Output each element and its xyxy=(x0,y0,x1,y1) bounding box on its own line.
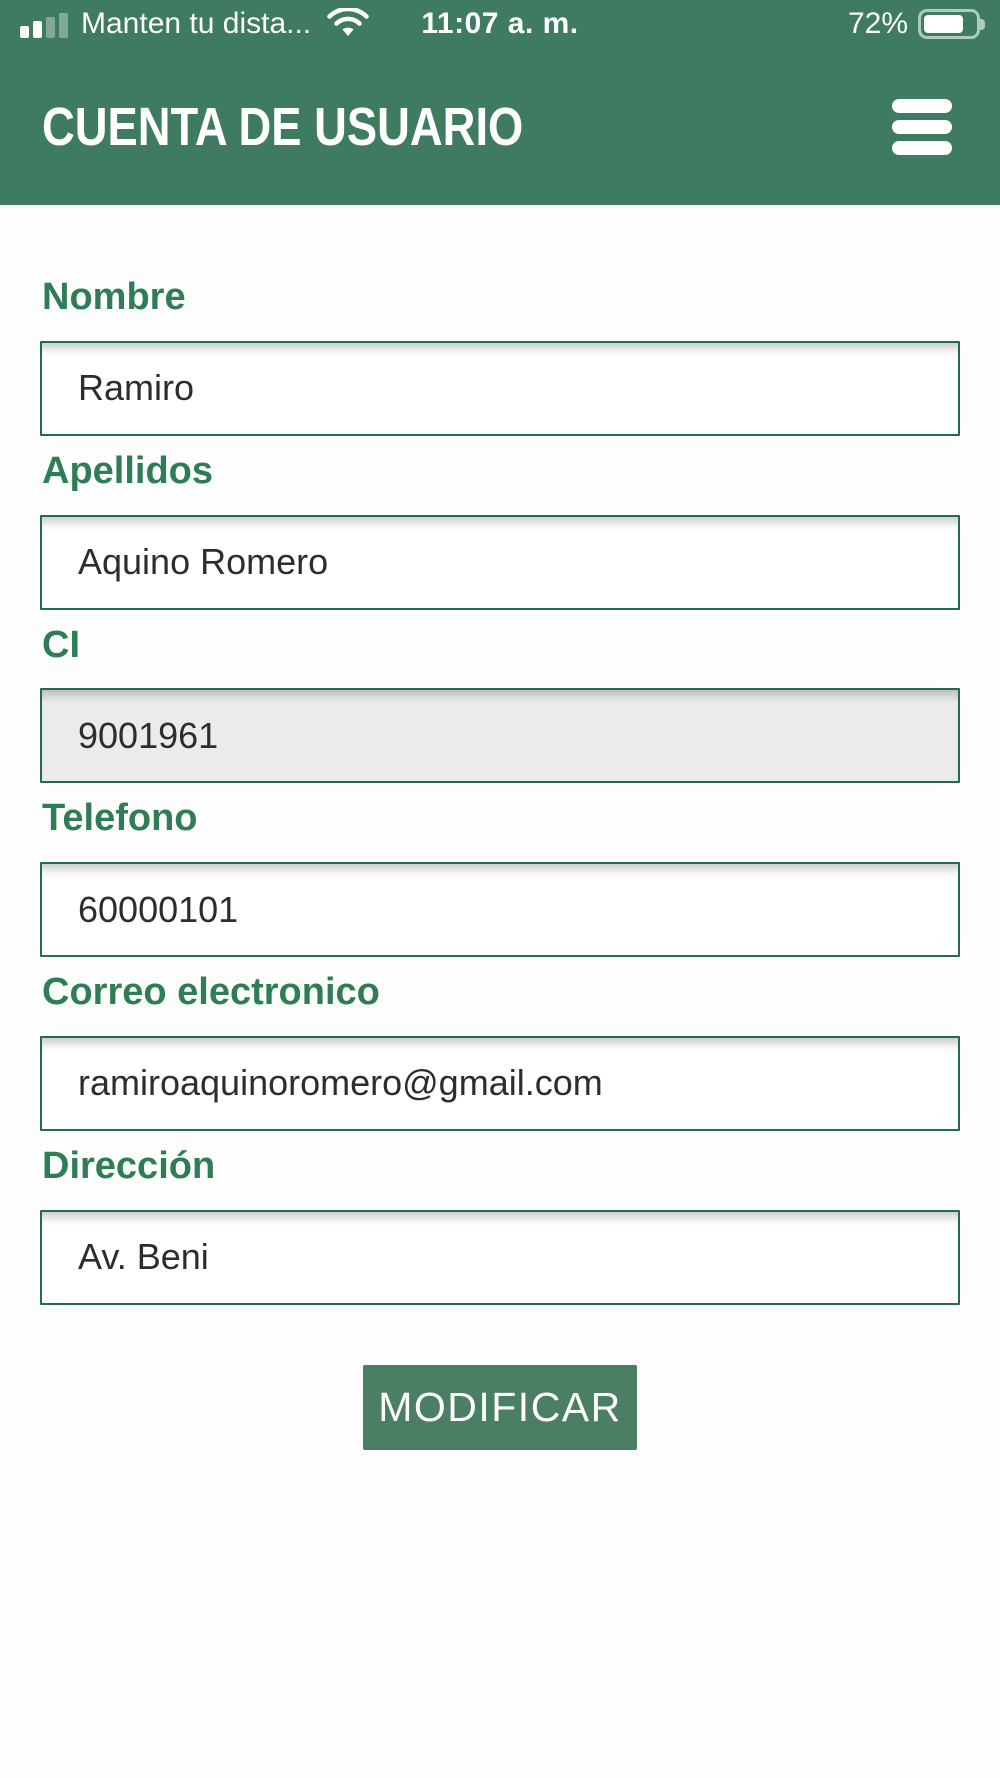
field-apellidos xyxy=(40,451,960,610)
battery-icon xyxy=(918,9,980,39)
field-telefono xyxy=(40,798,960,957)
button-row xyxy=(40,1365,960,1450)
field-label-apellidos: Apellidos xyxy=(42,449,214,492)
page-title: CUENTA DE USUARIO xyxy=(42,96,524,157)
telefono-input[interactable] xyxy=(40,862,960,957)
field-label-direccion: Dirección xyxy=(42,1144,216,1187)
ci-input xyxy=(40,688,960,783)
app-header xyxy=(0,48,1000,205)
field-direccion xyxy=(40,1146,960,1305)
hamburger-menu-icon[interactable] xyxy=(892,99,952,155)
status-bar xyxy=(0,0,1000,48)
field-ci xyxy=(40,625,960,784)
wifi-icon xyxy=(326,8,370,40)
clock-time: 11:07 a. m. xyxy=(421,7,579,40)
field-label-telefono: Telefono xyxy=(42,797,198,840)
field-label-nombre: Nombre xyxy=(42,276,186,318)
direccion-input[interactable] xyxy=(40,1210,960,1305)
modificar-button[interactable]: MODIFICAR xyxy=(363,1365,637,1450)
carrier-text: Manten tu dista... xyxy=(81,7,312,40)
field-nombre xyxy=(40,277,960,436)
field-label-correo: Correo electronico xyxy=(42,971,380,1014)
account-form xyxy=(0,205,1000,1450)
nombre-input[interactable] xyxy=(40,341,960,436)
field-correo xyxy=(40,972,960,1131)
field-label-ci: CI xyxy=(42,623,80,666)
cellular-signal-icon xyxy=(20,13,68,38)
battery-percent-text: 72% xyxy=(847,7,908,40)
correo-input[interactable] xyxy=(40,1036,960,1131)
apellidos-input[interactable] xyxy=(40,515,960,610)
